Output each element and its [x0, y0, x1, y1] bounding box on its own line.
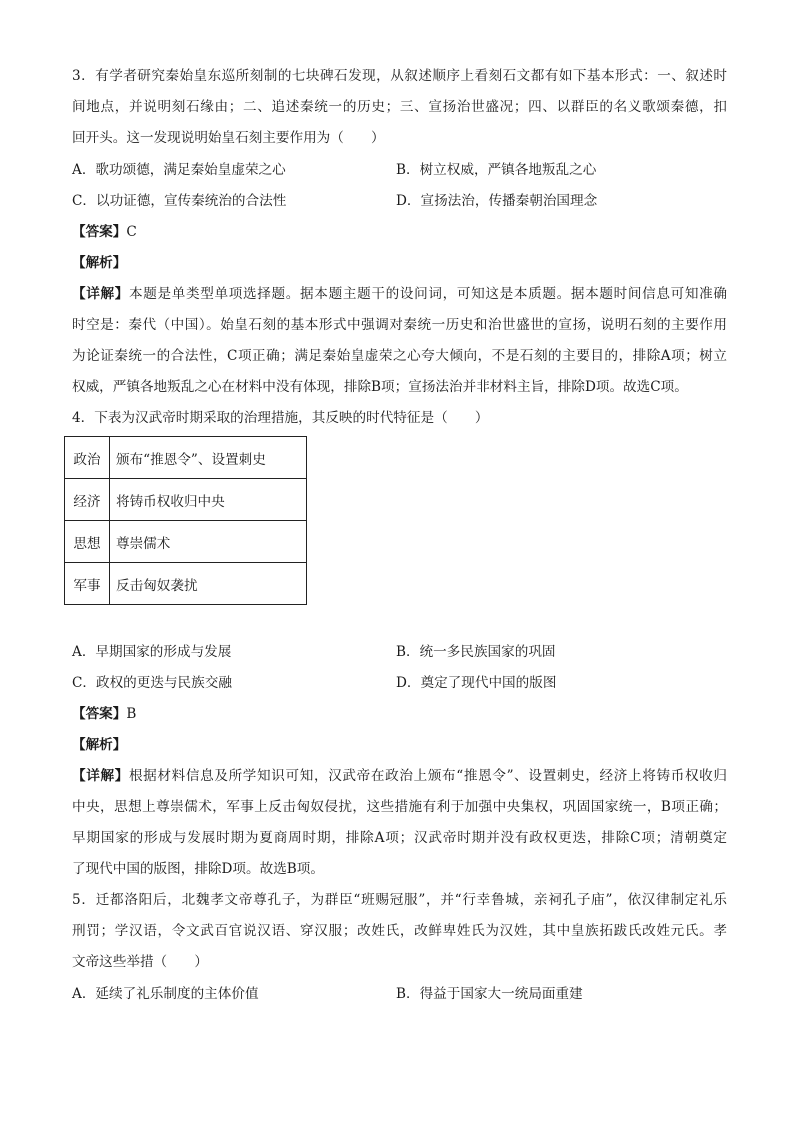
q5-stem-line-2: 刑罚；学汉语，令文武百官说汉语、穿汉服；改姓氏，改鲜卑姓氏为汉姓，其中皇族拓跋氏改姓元氏。孝 [72, 923, 727, 939]
q3-detail-line-1 [72, 284, 727, 304]
q3-detail-tag: 【详解】 [72, 286, 130, 302]
q3-analysis-label: 【解析】 [72, 255, 127, 271]
q4-option-b: B．统一多民族国家的巩固 [396, 644, 556, 660]
q4-option-d: D．奠定了现代中国的版图 [396, 675, 557, 691]
q3-stem-line-2: 间地点，并说明刻石缘由；二、追述秦统一的历史；三、宣扬治世盛况；四、以群臣的名义歌颂秦德，扣 [72, 99, 727, 115]
table-cell-category: 军事 [65, 563, 110, 605]
q3-detail-line-2: 时空是：秦代（中国）。始皇石刻的基本形式中强调对秦统一历史和治世盛世的宣扬，说明石刻的主要作用 [72, 317, 727, 333]
table-cell-measure: 颁布“推恩令”、设置刺史 [110, 437, 307, 479]
q4-detail-line-3: 早期国家的形成与发展时期为夏商周时期，排除A项；汉武帝时期并没有政权更迭，排除C项；清朝奠定 [72, 830, 727, 846]
table-cell-measure: 将铸币权收归中央 [110, 479, 307, 521]
q5-option-a: A．延续了礼乐制度的主体价值 [72, 986, 259, 1002]
q4-option-c: C．政权的更迭与民族交融 [72, 675, 232, 691]
q3-detail-line-3: 为论证秦统一的合法性，C项正确；满足秦始皇虚荣之心夸大倾向，不是石刻的主要目的，排除A项；树立 [72, 348, 727, 364]
q3-detail-text-1: 本题是单类型单项选择题。据本题主题干的设问词，可知这是本质题。据本题时间信息可知准确 [129, 286, 727, 302]
q4-detail-line-1 [72, 766, 727, 786]
table-cell-measure: 尊崇儒术 [110, 521, 307, 563]
q3-answer-value: C [126, 224, 137, 240]
q3-option-b: B．树立权威，严镇各地叛乱之心 [396, 162, 597, 178]
table-row [65, 479, 307, 521]
q4-detail-line-2: 中央，思想上尊崇儒术，军事上反击匈奴侵扰，这些措施有利于加强中央集权，巩固国家统一，B项正确； [72, 799, 727, 815]
q4-answer-tag: 【答案】 [72, 706, 127, 722]
q3-detail-line-4: 权威，严镇各地叛乱之心在材料中没有体现，排除B项；宣扬法治并非材料主旨，排除D项。故选C项。 [72, 379, 688, 395]
q4-analysis-tag [72, 735, 727, 755]
q4-detail-text-1: 根据材料信息及所学知识可知，汉武帝在政治上颁布“推恩令”、设置刺史，经济上将铸币权收归 [128, 768, 727, 784]
q3-option-d: D．宣扬法治，传播秦朝治国理念 [396, 193, 598, 209]
q4-detail-line-4: 了现代中国的版图，排除D项。故选B项。 [72, 861, 324, 877]
q3-answer-tag: 【答案】 [72, 224, 127, 240]
table-row [65, 437, 307, 479]
q3-analysis-tag [72, 253, 727, 273]
q5-stem-line-3: 文帝这些举措（ ） [72, 954, 208, 970]
table-cell-category: 思想 [65, 521, 110, 563]
q4-detail-tag: 【详解】 [72, 768, 129, 784]
q3-stem-line-1: 3．有学者研究秦始皇东巡所刻制的七块碑石发现，从叙述顺序上看刻石文都有如下基本形式：一、叙述时 [72, 68, 727, 84]
q5-option-b: B．得益于国家大一统局面重建 [396, 986, 583, 1002]
q3-option-a: A．歌功颂德，满足秦始皇虚荣之心 [72, 162, 286, 178]
q3-answer-line [72, 222, 727, 242]
q4-answer-line [72, 704, 727, 724]
table-cell-category: 经济 [65, 479, 110, 521]
table-cell-category: 政治 [65, 437, 110, 479]
q4-analysis-label: 【解析】 [72, 737, 127, 753]
q4-answer-value: B [126, 706, 137, 722]
q4-option-a: A．早期国家的形成与发展 [72, 644, 232, 660]
q5-stem-line-1: 5．迁都洛阳后，北魏孝文帝尊孔子，为群臣“班赐冠服”，并“行幸鲁城，亲祠孔子庙”，依汉律制定礼乐 [72, 892, 727, 908]
table-row [65, 563, 307, 605]
table-cell-measure: 反击匈奴袭扰 [110, 563, 307, 605]
q4-stem: 4．下表为汉武帝时期采取的治理措施，其反映的时代特征是（ ） [72, 410, 489, 426]
q3-stem-line-3: 回开头。这一发现说明始皇石刻主要作用为（ ） [72, 130, 385, 146]
table-row [65, 521, 307, 563]
q4-measures-table [64, 436, 307, 605]
q3-option-c: C．以功证德，宣传秦统治的合法性 [72, 193, 287, 209]
